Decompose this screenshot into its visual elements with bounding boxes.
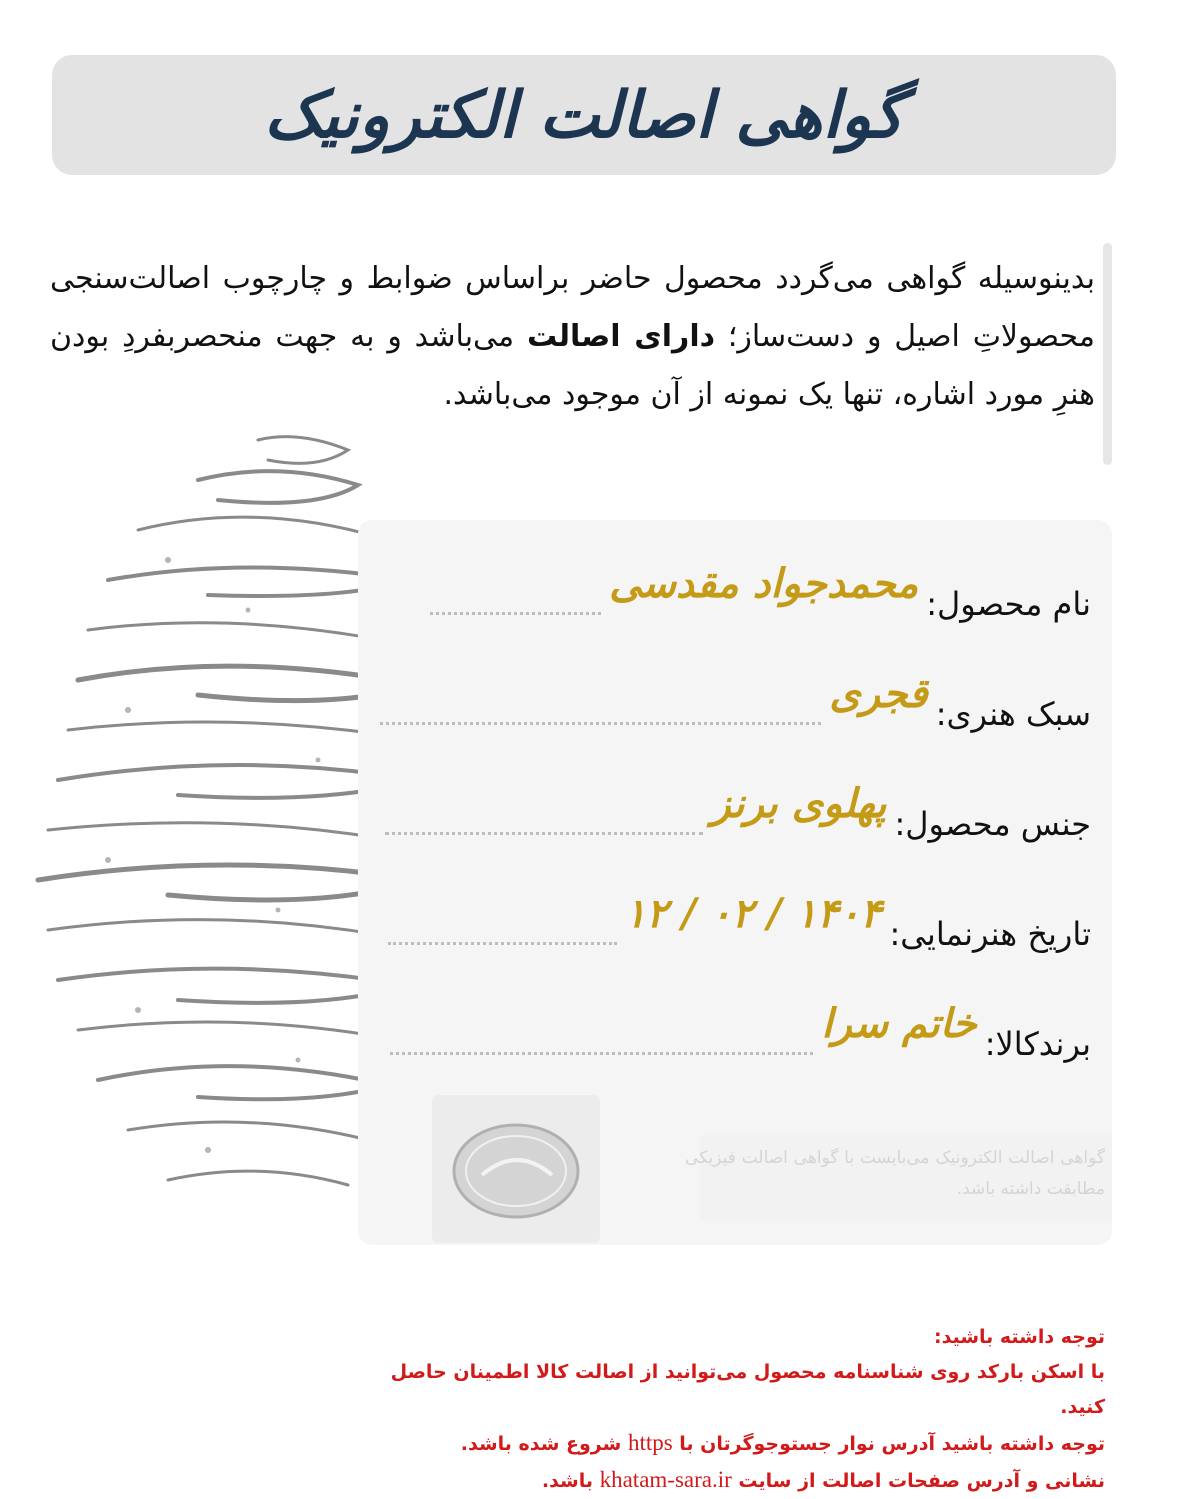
footer-line-2 bbox=[345, 1425, 1105, 1462]
footer-line-3 bbox=[345, 1462, 1105, 1499]
field-label: سبک هنری: bbox=[935, 695, 1091, 733]
field-product-name bbox=[430, 535, 1091, 625]
dotted-line bbox=[385, 832, 703, 835]
field-label: نام محصول: bbox=[926, 585, 1091, 623]
dotted-line bbox=[430, 612, 601, 615]
field-value: خاتم سرا bbox=[821, 1000, 977, 1047]
field-label: تاریخ هنرنمایی: bbox=[889, 915, 1091, 953]
certificate-title: گواهی اصالت الکترونیک bbox=[264, 77, 904, 153]
intro-text-2: می‌باشد و به جهت منحصربفردِ بودن هنرِ مورد اشاره، تنها یک نمونه از آن موجود می‌باشد. bbox=[50, 319, 1095, 412]
certificate-header bbox=[52, 55, 1116, 175]
footer-line-2-end: شروع شده باشد. bbox=[460, 1433, 628, 1455]
footer-heading: توجه داشته باشید: bbox=[934, 1326, 1105, 1348]
intro-text-1: بدینوسیله گواهی می‌گردد محصول حاضر براساس ضوابط و چارچوب اصالت‌سنجی محصولاتِ اصیل و دست‌ساز؛ bbox=[50, 261, 1095, 354]
field-material bbox=[385, 755, 1091, 845]
https-label: https bbox=[627, 1430, 673, 1455]
intro-paragraph bbox=[50, 250, 1095, 424]
intro-accent-bar bbox=[1103, 243, 1112, 465]
field-value: محمدجواد مقدسی bbox=[609, 560, 919, 607]
footer-line-3-end: باشد. bbox=[541, 1470, 600, 1492]
brand-stamp bbox=[432, 1095, 600, 1243]
dotted-line bbox=[390, 1052, 813, 1055]
intro-bold: دارای اصالت bbox=[526, 319, 716, 354]
field-brand bbox=[390, 975, 1091, 1065]
field-label: جنس محصول: bbox=[894, 805, 1091, 843]
field-art-style bbox=[380, 645, 1091, 735]
seal-icon bbox=[432, 1095, 600, 1243]
field-creation-date bbox=[388, 865, 1091, 955]
footer-line-2-text: توجه داشته باشید آدرس نوار جستوجوگرتان با bbox=[672, 1433, 1105, 1455]
footer-line-3-text: نشانی و آدرس صفحات اصالت از سایت bbox=[731, 1470, 1105, 1492]
footer-notice bbox=[345, 1320, 1105, 1499]
physical-match-note: گواهی اصالت الکترونیک می‌بایست با گواهی اصالت فیزیکی مطابقت داشته باشد. bbox=[685, 1148, 1105, 1199]
dotted-line bbox=[388, 942, 617, 945]
site-domain[interactable]: khatam-sara.ir bbox=[599, 1467, 732, 1492]
footer-line-1: با اسکن بارکد روی شناسنامه محصول می‌توانید از اصالت کالا اطمینان حاصل کنید. bbox=[390, 1361, 1105, 1418]
dotted-line bbox=[380, 722, 821, 725]
field-value: قجری bbox=[829, 670, 928, 717]
field-value: ۱۴۰۴ / ۰۲ / ۱۲ bbox=[624, 890, 882, 937]
field-label: برندکالا: bbox=[984, 1025, 1091, 1063]
field-value: پهلوی برنز bbox=[711, 780, 887, 827]
